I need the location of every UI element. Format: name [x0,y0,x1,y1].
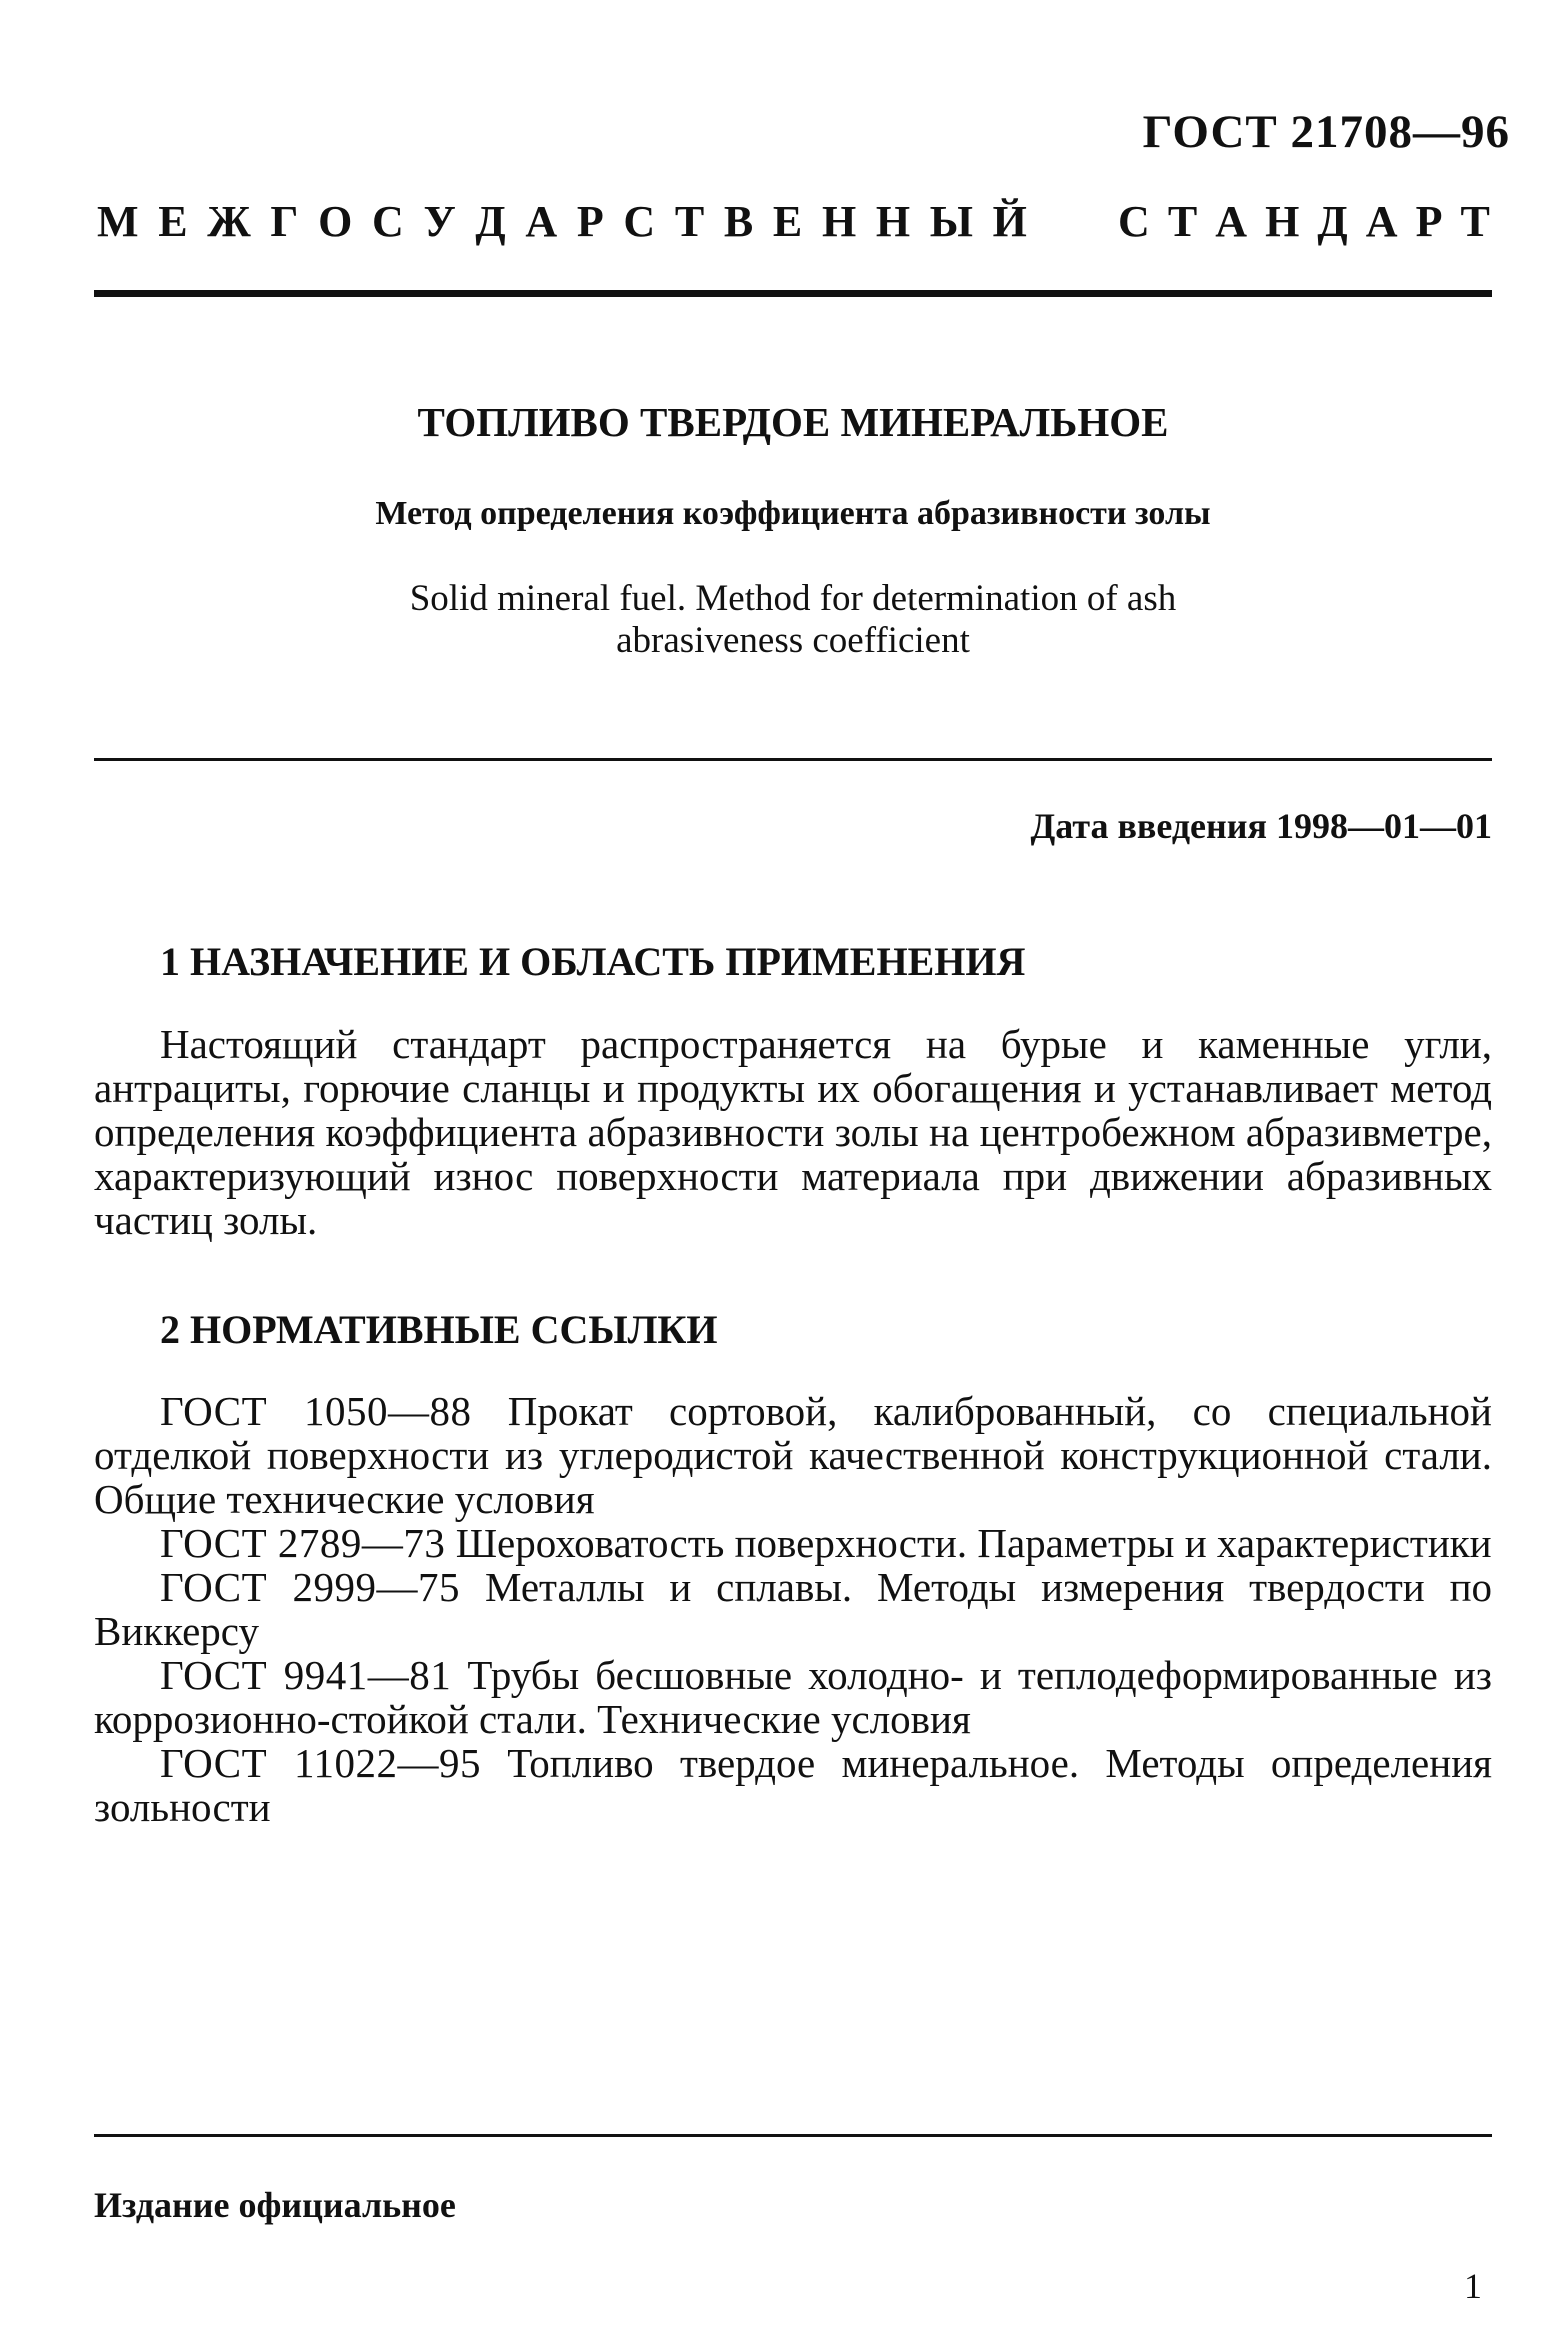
heading-letter: Е [158,197,188,246]
section-heading: 2 НОРМАТИВНЫЕ ССЫЛКИ [160,1307,718,1352]
reference-title: Трубы бесшовные холодно- и теплодеформированные из коррозионно-стойкой стали. Технические условия [94,1652,1493,1742]
heading-letter: Е [772,197,803,246]
heading-letter: Т [1460,197,1490,246]
section-paragraph: Настоящий стандарт распространяется на бурые и каменные угли, антрациты, горючие сланцы и продукты их обогащения и устанавливает метод определения коэффициента абразивности золы на центробежном абразивметре, характеризующий износ поверхности материала при движении абразивных частиц золы. [94,1021,1492,1243]
heading-letter: Д [1317,197,1348,246]
reference-item [94,1565,1492,1653]
interstate-standard-heading [97,196,1490,247]
heading-letter: Р [1415,197,1443,246]
document-subtitle: Метод определения коэффициента абразивности золы [375,495,1211,532]
standard-word [1118,196,1490,247]
reference-code: ГОСТ 9941—81 [160,1652,452,1698]
reference-title: Прокат сортовой, калиброванный, со специальной отделкой поверхности из углеродистой качественной конструкционной стали. Общие технические условия [94,1388,1492,1522]
heading-letter: Й [992,197,1027,246]
english-title-line: Solid mineral fuel. Method for determination of ash [409,578,1177,619]
title-divider [94,758,1492,761]
reference-code: ГОСТ 11022—95 [160,1740,481,1786]
heading-letter: Д [475,197,506,246]
interstate-word [97,196,1027,247]
reference-code: ГОСТ 1050—88 [160,1388,472,1434]
heading-letter: С [372,197,404,246]
heading-letter: Г [270,197,299,246]
heading-letter: О [318,197,353,246]
heading-letter: Ж [207,197,251,246]
heading-letter: Т [674,197,705,246]
heading-letter: Ы [929,197,973,246]
header-divider [94,290,1492,297]
reference-item [94,1389,1492,1521]
heading-letter: В [723,197,754,246]
heading-letter: М [97,197,139,246]
gost-number: ГОСТ 21708—96 [1142,106,1510,158]
footer-divider [94,2134,1492,2137]
heading-letter: А [1215,197,1248,246]
heading-letter: С [623,197,656,246]
heading-letter: Н [821,197,857,246]
reference-code: ГОСТ 2789—73 [160,1520,446,1566]
heading-letter: А [1365,197,1398,246]
document-title: ТОПЛИВО ТВЕРДОЕ МИНЕРАЛЬНОЕ [417,399,1169,445]
reference-item [94,1741,1492,1829]
english-title-line: abrasiveness coefficient [616,620,970,661]
reference-item [94,1653,1492,1741]
heading-letter: У [423,197,456,246]
section-heading: 1 НАЗНАЧЕНИЕ И ОБЛАСТЬ ПРИМЕНЕНИЯ [160,939,1026,984]
references-list [94,1389,1492,1829]
reference-item [94,1521,1492,1565]
heading-letter: Н [1265,197,1300,246]
heading-letter: А [525,197,558,246]
heading-letter: С [1118,197,1150,246]
heading-letter: Н [875,197,911,246]
reference-code: ГОСТ 2999—75 [160,1564,461,1610]
reference-title: Шероховатость поверхности. Параметры и характеристики [455,1520,1492,1566]
date-of-introduction: Дата введения 1998—01—01 [1030,806,1492,846]
heading-letter: Т [1167,197,1198,246]
english-title [94,578,1492,662]
heading-letter: Р [576,197,604,246]
page-number: 1 [1464,2266,1482,2306]
official-edition-label: Издание официальное [94,2185,456,2225]
reference-title: Металлы и сплавы. Методы измерения твердости по Виккерсу [94,1564,1493,1654]
reference-title: Топливо твердое минеральное. Методы определения зольности [94,1740,1492,1830]
